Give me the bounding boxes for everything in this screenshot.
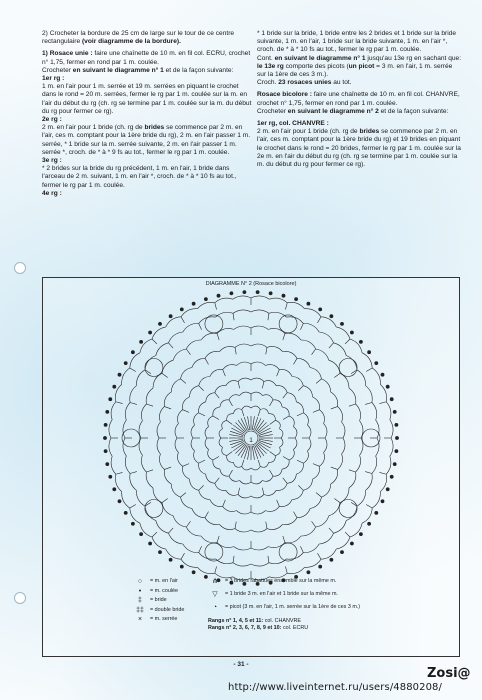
diagram-title: DIAGRAMME N° 2 (Rosace bicolore) bbox=[205, 281, 297, 287]
binder-hole bbox=[14, 592, 26, 604]
row-heading: 3e rg : bbox=[42, 157, 62, 165]
row-3-text: * 2 brides sur la bride du rg précédent, 1 m. en l'air, 1 bride dans l'arceau de 2 m. suivant, 1 m. en l'air *, croch. de * à * 10 fs au tot., fermer le rg par 1 m. coulée. bbox=[42, 165, 237, 189]
crochet-diagram bbox=[43, 288, 459, 588]
row-heading: 1er rg, col. CHANVRE : bbox=[257, 120, 329, 128]
rosace-unie-follow: Crocheter en suivant le diagramme n° 1 et de la façon suivante: bbox=[42, 66, 234, 74]
legend-item: ◔ = picot (3 m. en l'air, 1 m. serrée sur la 1ère de ces 3 m.) bbox=[208, 604, 438, 611]
intro-paragraph: 2) Crocheter la bordure de 25 cm de large sur le tour de ce centre rectangulaire (voir diagramme de la bordure). bbox=[42, 30, 235, 46]
legend-left bbox=[133, 578, 184, 626]
legend-item: × = m. serrée bbox=[133, 616, 184, 623]
v-stitch-icon: ▽ bbox=[212, 591, 218, 598]
double-treble-icon: ‡‡ bbox=[136, 606, 144, 614]
cluster-icon: ⋔ bbox=[212, 578, 218, 585]
row-heading: 2e rg : bbox=[42, 116, 62, 124]
bicolore-row-1-text: 2 m. en l'air pour 1 bride (ch. rg de brides se commence par 2 m. en l'air, ces m. comptant pour la 1ère bride du rg) et 19 brides en piquant le crochet dans le rond = 20 brides, fermer le rg par 1 m. coulée sur la 2e m. en l'air du début du rg (ch. rg se termine par 1 m. coulée sur la m. du début du rg pour fermer ce rg). bbox=[257, 128, 461, 169]
binder-hole bbox=[14, 262, 26, 274]
center-label: 1 bbox=[249, 438, 253, 444]
left-column bbox=[42, 30, 254, 198]
row-heading: 4e rg : bbox=[42, 189, 62, 197]
row-1-text: 1 m. en l'air pour 1 m. serrée et 19 m. serrées en piquant le crochet dans le rond = 20 m. serrées, fermer le rg par 1 m. coulée sur la m. en l'air du début du rg (ch. rg se termine par 1 m. coulée sur la m. du début du rg pour fermer ce rg). bbox=[42, 83, 252, 115]
row-2-text: 2 m. en l'air pour 1 bride (ch. rg de brides se commence par 2 m. en l'air, ces m. comptant pour la 1ère bride du rg), 2 m. en l'air passer 1 m. serrée, * 1 bride sur la m. serrée suivante, 2 m. en l'air passer 1 m. serrée *, croch. de * à * 9 fs au tot., fermer le rg par 1 m. coulée. bbox=[42, 124, 251, 156]
diagram-frame bbox=[42, 277, 460, 657]
picot-icon: ◔ bbox=[212, 604, 218, 611]
legend-item: • = m. coulée bbox=[133, 588, 184, 595]
row-heading: 1er rg : bbox=[42, 75, 65, 83]
legend-item: ▽ = 1 bride 3 m. en l'air et 1 bride sur la même m. bbox=[208, 591, 438, 598]
rangs-chanvre: Rangs n° 1, 4, 5 et 11: col. CHANVRE bbox=[208, 618, 301, 624]
legend-item: ⋔ = 3 brides rabattues ensemble sur la même m. bbox=[208, 578, 438, 585]
legend-item: ○ = m. en l'air bbox=[133, 578, 184, 585]
single-crochet-icon: × bbox=[137, 616, 143, 623]
rosace-bicolore-follow: Crocheter en suivant le diagramme n° 2 et de la façon suivante: bbox=[257, 107, 449, 115]
rangs-ecru: Rangs n° 2, 3, 6, 7, 8, 9 et 10: col. ECRU bbox=[208, 625, 309, 631]
legend-right bbox=[208, 578, 438, 632]
rosace-bicolore-intro: Rosace bicolore : faire une chaînette de 10 m. en fil col. CHANVRE, crochet n° 1,75, fermer en rond par 1 m. coulée. bbox=[257, 91, 460, 107]
treble-icon: ‡ bbox=[138, 597, 142, 604]
slip-stitch-icon: • bbox=[138, 587, 142, 595]
rosace-unie-intro: 1) Rosace unie : faire une chaînette de 10 m. en fil col. ECRU, crochet n° 1,75, fermer en rond par 1 m. coulée. bbox=[42, 50, 251, 66]
picot-text: le 13e rg comporte des picots (un picot = 3 m. en l'air, 1 m. serrée sur la 1ère de ces 3 m.). bbox=[257, 62, 453, 79]
continue-text: Cont. en suivant le diagramme n° 1 jusqu'au 13e rg en sachant que: bbox=[257, 54, 462, 62]
source-url[interactable]: http://www.liveinternet.ru/users/4880208/ bbox=[228, 682, 442, 693]
legend-item: ‡ = bride bbox=[133, 597, 184, 604]
right-column bbox=[257, 30, 462, 169]
chain-icon: ○ bbox=[137, 578, 143, 585]
total-text: Croch. 23 rosaces unies au tot. bbox=[257, 79, 352, 87]
row-4-text: * 1 bride sur la bride, 1 bride entre les 2 brides et 1 bride sur la bride suivante, 1 m. en l'air, 1 bride sur la bride suivante, 1 m. en l'air *, croch. de * à * 10 fs au tot., fermer le rg par 1 m. coulée. bbox=[257, 30, 457, 54]
legend-item: ‡‡ = double bride bbox=[133, 607, 184, 614]
page-number: - 31 - bbox=[233, 661, 249, 668]
signature: Zosi@ bbox=[427, 666, 471, 681]
